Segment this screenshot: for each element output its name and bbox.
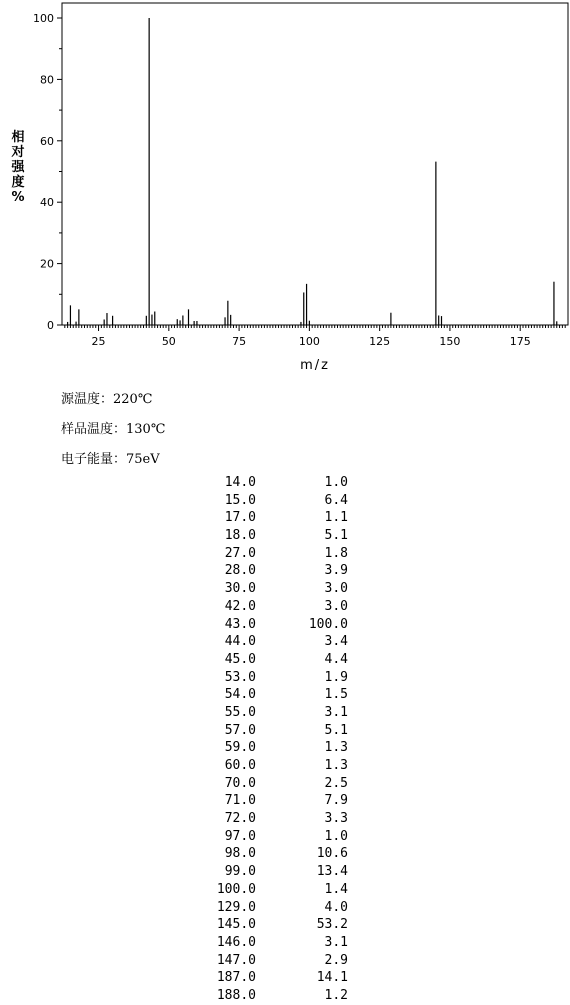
peak-intensity: 3.1 <box>324 934 348 950</box>
peak-mz: 14.0 <box>224 475 256 490</box>
peak-intensity: 10.6 <box>316 846 348 862</box>
peak-mz: 98.0 <box>224 846 256 862</box>
y-tick-label: 40 <box>40 196 54 210</box>
peak-mz: 15.0 <box>224 492 256 508</box>
peak-row <box>180 952 380 970</box>
peak-mz: 54.0 <box>224 687 256 703</box>
peak-mz: 70.0 <box>224 775 256 791</box>
peak-row <box>180 598 380 616</box>
peak-intensity: 3.3 <box>324 811 348 827</box>
peak-row <box>180 474 380 492</box>
peak-intensity: 5.1 <box>324 528 348 544</box>
peak-intensity: 7.9 <box>324 793 348 809</box>
peak-mz: 72.0 <box>224 811 256 827</box>
peak-mz: 145.0 <box>216 917 256 933</box>
y-tick-label: 60 <box>40 134 54 148</box>
y-tick-label: 100 <box>33 12 54 25</box>
peak-intensity: 3.0 <box>324 581 348 597</box>
sample-temperature: 样品温度：130℃ <box>61 422 166 437</box>
peak-row <box>180 616 380 634</box>
peak-row <box>180 828 380 846</box>
peak-intensity: 1.0 <box>324 828 348 844</box>
peak-intensity: 53.2 <box>316 917 348 933</box>
peak-mz: 27.0 <box>224 545 256 561</box>
peak-mz: 129.0 <box>216 899 256 915</box>
x-tick-label: 175 <box>509 335 531 348</box>
peak-table <box>180 474 380 1005</box>
peak-mz: 45.0 <box>224 651 256 667</box>
peak-mz: 57.0 <box>224 722 256 738</box>
peak-mz: 53.0 <box>224 669 256 685</box>
peak-intensity: 1.5 <box>324 687 348 703</box>
x-tick-label: 75 <box>232 335 247 348</box>
peak-intensity: 1.0 <box>324 475 348 490</box>
y-axis-label: 相 对 强 度 % <box>11 130 25 205</box>
peak-row <box>180 863 380 881</box>
y-tick-label: 0 <box>47 319 54 332</box>
peak-row <box>180 651 380 669</box>
peak-intensity: 3.9 <box>324 563 348 579</box>
source-temperature: 源温度：220℃ <box>61 392 153 407</box>
peak-intensity: 3.1 <box>324 704 348 720</box>
peak-intensity: 3.0 <box>324 598 348 614</box>
peak-row <box>180 845 380 863</box>
x-tick-label: 125 <box>369 335 391 348</box>
plot-frame <box>62 3 568 325</box>
peak-row <box>180 492 380 510</box>
peak-row <box>180 792 380 810</box>
peak-intensity: 100.0 <box>308 616 348 632</box>
peak-row <box>180 722 380 740</box>
peak-intensity: 13.4 <box>316 864 348 880</box>
x-tick-label: 25 <box>91 335 106 348</box>
peak-row <box>180 881 380 899</box>
peak-mz: 30.0 <box>224 581 256 597</box>
peak-mz: 97.0 <box>224 828 256 844</box>
peak-intensity: 14.1 <box>316 970 348 986</box>
peak-row <box>180 545 380 563</box>
peak-mz: 187.0 <box>216 970 256 986</box>
peak-mz: 71.0 <box>224 793 256 809</box>
y-tick-label: 20 <box>40 257 54 271</box>
peak-row <box>180 969 380 987</box>
peak-mz: 55.0 <box>224 704 256 720</box>
peak-mz: 17.0 <box>224 510 256 526</box>
peak-intensity: 1.8 <box>324 545 348 561</box>
x-tick-label: 100 <box>298 335 320 348</box>
peak-intensity: 2.9 <box>324 952 348 968</box>
peak-row <box>180 916 380 934</box>
peak-intensity: 4.0 <box>324 899 348 915</box>
peak-row <box>180 739 380 757</box>
peak-row <box>180 987 380 1005</box>
peak-row <box>180 580 380 598</box>
peak-mz: 146.0 <box>216 934 256 950</box>
peak-mz: 43.0 <box>224 616 256 632</box>
peak-mz: 188.0 <box>216 987 256 1003</box>
peak-mz: 147.0 <box>216 952 256 968</box>
x-tick-label: 50 <box>161 335 176 348</box>
electron-energy: 电子能量：75eV <box>61 452 160 467</box>
peak-intensity: 4.4 <box>324 651 348 667</box>
peak-mz: 99.0 <box>224 864 256 880</box>
x-axis-label: m/z <box>300 358 330 373</box>
peak-mz: 42.0 <box>224 598 256 614</box>
peak-mz: 28.0 <box>224 563 256 579</box>
peak-intensity: 1.2 <box>324 987 348 1003</box>
peak-row <box>180 509 380 527</box>
peak-row <box>180 562 380 580</box>
peak-intensity: 1.9 <box>324 669 348 685</box>
peak-mz: 60.0 <box>224 758 256 773</box>
peak-mz: 59.0 <box>224 740 256 756</box>
mass-spectrum-chart <box>0 0 570 380</box>
peak-row <box>180 669 380 687</box>
peak-row <box>180 810 380 828</box>
peak-mz: 18.0 <box>224 528 256 544</box>
peak-intensity: 6.4 <box>324 492 348 508</box>
peak-intensity: 5.1 <box>324 722 348 738</box>
peak-row <box>180 527 380 545</box>
peak-row <box>180 757 380 775</box>
peak-intensity: 1.3 <box>324 740 348 756</box>
peak-row <box>180 704 380 722</box>
chart-axes <box>33 3 568 348</box>
peak-row <box>180 686 380 704</box>
peak-intensity: 3.4 <box>324 634 348 650</box>
peak-row <box>180 934 380 952</box>
x-tick-label: 150 <box>439 335 461 348</box>
peak-intensity: 1.1 <box>324 510 348 526</box>
peak-mz: 44.0 <box>224 634 256 650</box>
peak-row <box>180 633 380 651</box>
peak-intensity: 1.3 <box>324 758 348 773</box>
peak-mz: 100.0 <box>216 881 256 897</box>
peak-row <box>180 775 380 793</box>
peak-intensity: 2.5 <box>324 775 348 791</box>
y-tick-label: 80 <box>40 73 54 87</box>
peak-intensity: 1.4 <box>324 881 348 897</box>
chart-bars <box>68 18 557 325</box>
peak-row <box>180 899 380 917</box>
